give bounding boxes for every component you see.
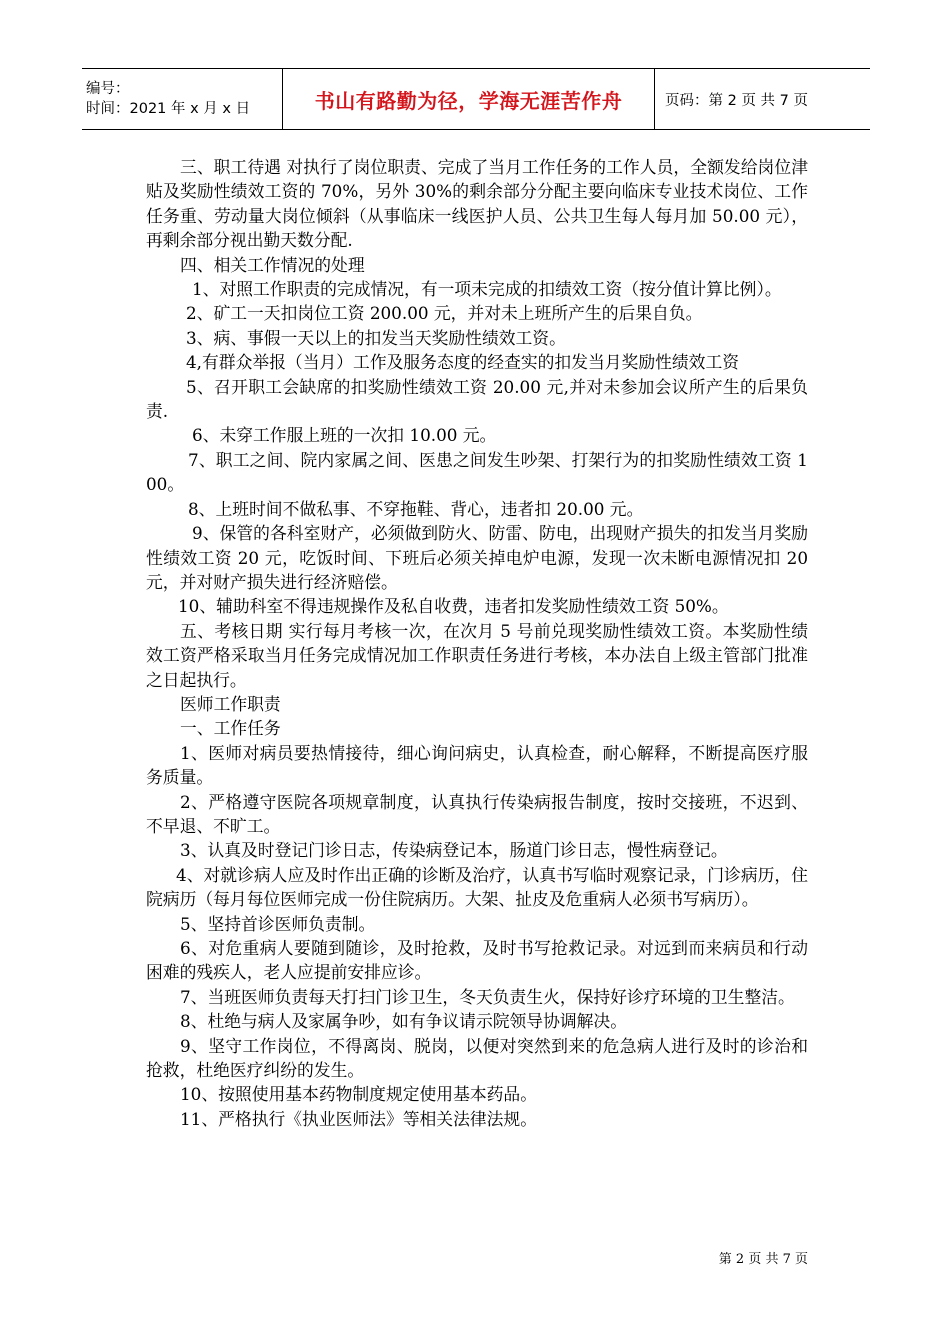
body-paragraph: 6、对危重病人要随到随诊，及时抢救，及时书写抢救记录。对远到而来病员和行动困难的残疾人，老人应提前安排应诊。: [146, 938, 808, 983]
body-paragraph: 8、杜绝与病人及家属争吵，如有争议请示院领导协调解决。: [180, 1011, 627, 1032]
document-number-label: 编号：: [86, 81, 130, 97]
body-paragraph: 4、对就诊病人应及时作出正确的诊断及治疗，认真书写临时观察记录，门诊病历，住院病历（每月每位医师完成一份住院病历。大架、扯皮及危重病人必须书写病历）。: [146, 864, 808, 910]
body-paragraph: 10、按照使用基本药物制度规定使用基本药品。: [180, 1084, 537, 1105]
body-paragraph: 5、召开职工会缺席的扣奖励性绩效工资 20.00 元,并对未参加会议所产生的后果负责.: [146, 376, 808, 422]
body-paragraph: 2、矿工一天扣岗位工资 200.00 元，并对未上班所产生的后果自负。: [186, 303, 703, 324]
body-paragraph: 五、考核日期 实行每月考核一次，在次月 5 号前兑现奖励性绩效工资。本奖励性绩效工资严格采取当月任务完成情况加工作职责任务进行考核，本办法自上级主管部门批准之日起执行。: [146, 620, 808, 690]
header-meta: [82, 69, 282, 129]
body-paragraph: 5、坚持首诊医师负责制。: [180, 913, 376, 934]
body-paragraph: 3、认真及时登记门诊日志，传染病登记本，肠道门诊日志，慢性病登记。: [180, 840, 728, 861]
body-paragraph: 4,有群众举报（当月）工作及服务态度的经查实的扣发当月奖励性绩效工资: [186, 352, 740, 373]
header-motto: 书山有路勤为径，学海无涯苦作舟: [282, 69, 655, 129]
body-paragraph: 10、辅助科室不得违规操作及私自收费，违者扣发奖励性绩效工资 50%。: [178, 596, 729, 617]
body-paragraph: 一、工作任务: [180, 718, 281, 739]
header-page-number: 页码：第 2 页 共 7 页: [665, 92, 808, 109]
body-paragraph: 8、上班时间不做私事、不穿拖鞋、背心，违者扣 20.00 元。: [188, 498, 644, 519]
body-paragraph: 医师工作职责: [180, 693, 281, 714]
document-body: [146, 155, 808, 1131]
body-paragraph: 11、严格执行《执业医师法》等相关法律法规。: [180, 1108, 537, 1129]
body-paragraph: 四、相关工作情况的处理: [180, 254, 365, 275]
body-paragraph: 1、对照工作职责的完成情况，有一项未完成的扣绩效工资（按分值计算比例）。: [192, 279, 782, 300]
body-paragraph: 7、当班医师负责每天打扫门诊卫生，冬天负责生火，保持好诊疗环境的卫生整洁。: [180, 986, 795, 1007]
body-paragraph: 6、未穿工作服上班的一次扣 10.00 元。: [192, 425, 497, 446]
body-paragraph: 2、严格遵守医院各项规章制度，认真执行传染病报告制度，按时交接班，不迟到、不早退、不旷工。: [146, 791, 808, 836]
page-header: [82, 68, 870, 130]
body-paragraph: 9、保管的各科室财产，必须做到防火、防雷、防电，出现财产损失的扣发当月奖励性绩效工资 20 元，吃饭时间、下班后必须关掉电炉电源，发现一次未断电源情况扣 20 元，并对财产损失进行经济赔偿。: [146, 523, 808, 592]
body-paragraph: 3、病、事假一天以上的扣发当天奖励性绩效工资。: [186, 327, 566, 348]
body-paragraph: 1、医师对病员要热情接待，细心询问病史，认真检查，耐心解释，不断提高医疗服务质量。: [146, 742, 808, 788]
body-paragraph: 三、职工待遇 对执行了岗位职责、完成了当月工作任务的工作人员，全额发给岗位津贴及奖励性绩效工资的 70%，另外 30%的剩余部分分配主要向临床专业技术岗位、工作任务重、劳动量大岗位倾斜（从事临床一线医护人员、公共卫生每人每月加 50.00 元），再剩余部分视出勤天数分配.: [146, 157, 808, 251]
body-paragraph: 9、坚守工作岗位，不得离岗、脱岗，以便对突然到来的危急病人进行及时的诊治和抢救，杜绝医疗纠纷的发生。: [146, 1035, 808, 1081]
body-paragraph: 7、职工之间、院内家属之间、医患之间发生吵架、打架行为的扣奖励性绩效工资 100。: [146, 449, 808, 495]
page-footer: 第 2 页 共 7 页: [718, 1252, 808, 1267]
document-time-label: 时间：2021 年 x 月 x 日: [86, 101, 251, 117]
